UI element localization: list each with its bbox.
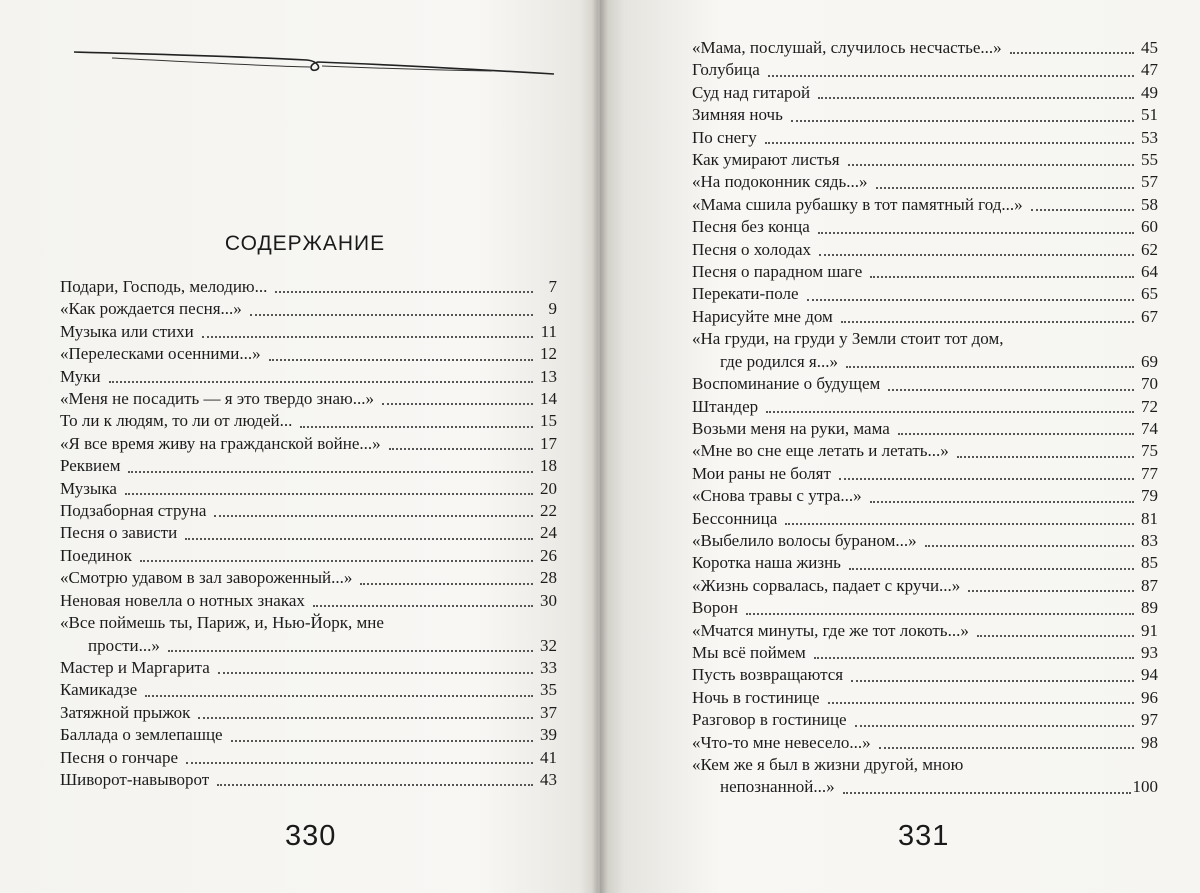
toc-entry (692, 709, 1158, 731)
toc-entry (60, 500, 557, 522)
toc-entry (60, 545, 557, 567)
toc-entry-title: Реквием (60, 456, 121, 476)
toc-entry-page: 51 (1141, 105, 1158, 125)
toc-entry-title: Музыка или стихи (60, 321, 194, 341)
toc-entry (60, 657, 557, 679)
dot-leader (888, 389, 1134, 391)
toc-entry-title: Перекати-поле (692, 284, 799, 304)
toc-entry-page: 77 (1141, 463, 1158, 483)
dot-leader (1010, 52, 1134, 54)
toc-entry-title: «Мама сшила рубашку в тот памятный год...» (692, 194, 1023, 214)
toc-entry (692, 530, 1158, 552)
dot-leader (879, 747, 1134, 749)
toc-entry-title: Музыка (60, 478, 117, 498)
toc-entry-title: Песня без конца (692, 217, 810, 237)
toc-entry-page: 17 (540, 433, 557, 453)
toc-entry-title: Песня о парадном шаге (692, 262, 863, 282)
dot-leader (765, 142, 1134, 144)
dot-leader (198, 717, 533, 719)
toc-entry-page: 30 (540, 590, 557, 610)
dot-leader (185, 538, 533, 540)
toc-entry-title: По снегу (692, 127, 757, 147)
toc-entry (60, 567, 557, 589)
toc-entry-page: 22 (540, 501, 557, 521)
dot-leader (814, 657, 1134, 659)
page-number-right: 331 (898, 820, 950, 852)
toc-entry-title: «Жизнь сорвалась, падает с кручи...» (692, 575, 961, 595)
dot-leader (870, 501, 1134, 503)
toc-entry-page: 43 (540, 769, 557, 789)
dot-leader (140, 560, 533, 562)
toc-entry-page: 20 (540, 478, 557, 498)
toc-entry (692, 575, 1158, 597)
toc-entry-title: Бессонница (692, 508, 778, 528)
toc-entry (692, 306, 1158, 328)
toc-entry (60, 590, 557, 612)
toc-entry-title: «Выбелило волосы бураном...» (692, 530, 917, 550)
dot-leader (841, 321, 1134, 323)
toc-entry-page: 98 (1141, 732, 1158, 752)
toc-entry (692, 373, 1158, 395)
toc-entry-title: Возьми меня на руки, мама (692, 418, 890, 438)
toc-entry (692, 82, 1158, 104)
toc-entry-title: «Снова травы с утра...» (692, 486, 862, 506)
toc-entry-title: Мы всё поймем (692, 642, 806, 662)
toc-list-right (692, 37, 1158, 799)
toc-list-left (60, 276, 557, 791)
toc-entry-page: 60 (1141, 217, 1158, 237)
toc-entry-title-continued: где родился я...» (720, 351, 838, 371)
toc-entry-title: Ворон (692, 598, 738, 618)
toc-entry (692, 328, 1158, 373)
toc-entry-page: 87 (1141, 575, 1158, 595)
toc-entry-title: Пусть возвращаются (692, 665, 844, 685)
toc-entry-page: 45 (1141, 38, 1158, 57)
dot-leader (168, 650, 533, 652)
toc-entry-title: Мастер и Маргарита (60, 657, 210, 677)
toc-entry (692, 216, 1158, 238)
toc-entry-page: 37 (540, 702, 557, 722)
dot-leader (870, 276, 1134, 278)
toc-entry-title: «Перелесками осенними...» (60, 344, 261, 364)
dot-leader (977, 635, 1134, 637)
toc-entry-title: Баллада о землепашце (60, 725, 223, 745)
toc-entry-title: Нарисуйте мне дом (692, 306, 833, 326)
dot-leader (819, 254, 1134, 256)
toc-entry-page: 53 (1141, 127, 1158, 147)
toc-entry-title: Голубица (692, 60, 760, 80)
toc-entry-page: 69 (1141, 351, 1158, 371)
page-number-left: 330 (285, 820, 337, 852)
toc-entry-title-continued: прости...» (88, 635, 160, 655)
toc-entry (692, 552, 1158, 574)
toc-entry-page: 11 (540, 321, 557, 341)
dot-leader (186, 762, 533, 764)
toc-entry (60, 321, 557, 343)
dot-leader (766, 411, 1134, 413)
toc-entry (692, 687, 1158, 709)
toc-entry (692, 508, 1158, 530)
toc-entry-page: 28 (540, 568, 557, 588)
toc-entry-title: Штандер (692, 396, 759, 416)
toc-entry (692, 597, 1158, 619)
toc-entry-title: Поединок (60, 545, 132, 565)
toc-entry (692, 104, 1158, 126)
dot-leader (898, 433, 1134, 435)
dot-leader (269, 359, 533, 361)
toc-entry (60, 724, 557, 746)
toc-entry (60, 679, 557, 701)
toc-entry (60, 612, 557, 657)
dot-leader (360, 583, 533, 585)
toc-entry-page: 100 (1132, 777, 1158, 797)
toc-entry (692, 283, 1158, 305)
toc-entry-title: «Мне во сне еще летать и летать...» (692, 441, 949, 461)
dot-leader (807, 299, 1134, 301)
dot-leader (218, 672, 533, 674)
dot-leader (828, 702, 1134, 704)
dot-leader (876, 187, 1134, 189)
toc-entry-page: 85 (1141, 553, 1158, 573)
dot-leader (848, 164, 1134, 166)
toc-entry (60, 702, 557, 724)
toc-entry-page: 72 (1141, 396, 1158, 416)
toc-entry-title: «Я все время живу на гражданской войне...» (60, 433, 381, 453)
toc-entry-page: 96 (1141, 687, 1158, 707)
toc-entry-page: 62 (1141, 239, 1158, 259)
dot-leader (849, 568, 1134, 570)
toc-entry (60, 433, 557, 455)
toc-entry-title: Подзаборная струна (60, 501, 207, 521)
toc-entry-title: Песня о гончаре (60, 747, 178, 767)
toc-entry-page: 39 (540, 725, 557, 745)
toc-entry-title: «На подоконник сядь...» (692, 172, 868, 192)
toc-entry-title: «Как рождается песня...» (60, 299, 242, 319)
dot-leader (1031, 209, 1134, 211)
toc-entry-page: 18 (540, 456, 557, 476)
toc-entry (60, 769, 557, 791)
toc-entry (60, 747, 557, 769)
toc-entry-title: Шиворот-навыворот (60, 769, 210, 789)
dot-leader (125, 493, 533, 495)
dot-leader (925, 545, 1134, 547)
toc-entry-page: 15 (540, 411, 557, 431)
toc-entry (60, 366, 557, 388)
toc-entry (692, 642, 1158, 664)
dot-leader (389, 448, 533, 450)
toc-entry-title: Как умирают листья (692, 150, 840, 170)
toc-entry-title: Камикадзе (60, 680, 138, 700)
toc-entry-page: 9 (548, 299, 557, 319)
toc-entry (692, 664, 1158, 686)
toc-entry (60, 298, 557, 320)
dot-leader (300, 426, 533, 428)
toc-entry (60, 388, 557, 410)
toc-entry-title: «Меня не посадить — я это твердо знаю...» (60, 389, 374, 409)
toc-entry (692, 732, 1158, 754)
toc-entry-page: 24 (540, 523, 557, 543)
toc-entry-title: Разговор в гостинице (692, 710, 847, 730)
toc-entry-title: Зимняя ночь (692, 105, 783, 125)
toc-entry-title: Мои раны не болят (692, 463, 831, 483)
dot-leader (217, 784, 533, 786)
toc-entry-page: 57 (1141, 172, 1158, 192)
toc-heading: СОДЕРЖАНИЕ (224, 232, 386, 255)
toc-entry-page: 65 (1141, 284, 1158, 304)
toc-entry-page: 74 (1141, 418, 1158, 438)
dot-leader (791, 120, 1134, 122)
toc-entry (692, 620, 1158, 642)
toc-entry-title: Неновая новелла о нотных знаках (60, 590, 305, 610)
toc-entry (692, 440, 1158, 462)
toc-entry (692, 396, 1158, 418)
toc-entry-title: Подари, Господь, мелодию... (60, 277, 268, 296)
toc-entry-page: 70 (1141, 374, 1158, 394)
toc-entry (692, 149, 1158, 171)
toc-entry-page: 79 (1141, 486, 1158, 506)
dot-leader (231, 740, 533, 742)
dot-leader (818, 232, 1134, 234)
dot-leader (202, 336, 533, 338)
toc-entry (60, 522, 557, 544)
dot-leader (313, 605, 533, 607)
book-gutter (592, 0, 608, 893)
toc-entry-title: «На груди, на груди у Земли стоит тот дом, (692, 329, 1004, 349)
toc-entry-page: 55 (1141, 150, 1158, 170)
toc-entry-page: 67 (1141, 306, 1158, 326)
dot-leader (785, 523, 1134, 525)
dot-leader (968, 590, 1134, 592)
toc-entry-title-continued: непознанной...» (720, 777, 835, 797)
toc-entry-title: «Кем же я был в жизни другой, мною (692, 755, 964, 774)
toc-entry-page: 58 (1141, 194, 1158, 214)
dot-leader (214, 515, 533, 517)
toc-entry (692, 194, 1158, 216)
toc-entry (692, 261, 1158, 283)
toc-entry-page: 32 (540, 635, 557, 655)
toc-entry-page: 47 (1141, 60, 1158, 80)
toc-entry (692, 485, 1158, 507)
dot-leader (957, 456, 1134, 458)
dot-leader (839, 478, 1134, 480)
toc-entry-page: 13 (540, 366, 557, 386)
toc-entry (60, 410, 557, 432)
toc-entry-page: 49 (1141, 82, 1158, 102)
toc-entry (692, 37, 1158, 59)
toc-entry-title: Песня о холодах (692, 239, 812, 259)
toc-entry-page: 64 (1141, 262, 1158, 282)
toc-entry-page: 35 (540, 680, 557, 700)
dot-leader (746, 613, 1134, 615)
dot-leader (846, 366, 1134, 368)
toc-entry-title: «Все поймешь ты, Париж, и, Нью-Йорк, мне (60, 613, 384, 633)
dot-leader (768, 75, 1134, 77)
dot-leader (145, 695, 533, 697)
toc-entry-title: Коротка наша жизнь (692, 553, 841, 573)
toc-entry-page: 26 (540, 545, 557, 565)
toc-entry-title: «Смотрю удавом в зал завороженный...» (60, 568, 353, 588)
dot-leader (843, 792, 1131, 794)
toc-entry (692, 463, 1158, 485)
toc-entry (692, 59, 1158, 81)
toc-entry-title: Ночь в гостинице (692, 687, 820, 707)
toc-entry-page: 81 (1141, 508, 1158, 528)
dot-leader (818, 97, 1134, 99)
dot-leader (382, 403, 533, 405)
toc-entry (692, 418, 1158, 440)
toc-entry-title: То ли к людям, то ли от людей... (60, 411, 293, 431)
toc-entry (692, 239, 1158, 261)
toc-entry (60, 455, 557, 477)
toc-entry-title: Муки (60, 366, 101, 386)
toc-entry-title: Суд над гитарой (692, 82, 811, 102)
toc-entry-page: 97 (1141, 710, 1158, 730)
toc-entry-page: 93 (1141, 642, 1158, 662)
ornament-divider (72, 40, 556, 84)
toc-entry (60, 276, 557, 298)
dot-leader (275, 291, 533, 293)
toc-entry-page: 91 (1141, 620, 1158, 640)
toc-entry (60, 478, 557, 500)
toc-entry-title: «Что-то мне невесело...» (692, 732, 871, 752)
toc-entry-page: 75 (1141, 441, 1158, 461)
dot-leader (851, 680, 1134, 682)
toc-entry (692, 171, 1158, 193)
toc-entry-title: Затяжной прыжок (60, 702, 191, 722)
dot-leader (128, 471, 533, 473)
toc-entry (60, 343, 557, 365)
toc-entry-title: Песня о зависти (60, 523, 178, 543)
toc-entry-page: 14 (540, 389, 557, 409)
toc-entry-page: 33 (540, 657, 557, 677)
toc-entry-title: «Мама, послушай, случилось несчастье...» (692, 38, 1002, 57)
toc-entry-title: Воспоминание о будущем (692, 374, 881, 394)
dot-leader (109, 381, 533, 383)
toc-entry-page: 89 (1141, 598, 1158, 618)
toc-entry (692, 754, 1158, 799)
toc-entry (692, 127, 1158, 149)
toc-entry-page: 12 (540, 344, 557, 364)
dot-leader (855, 725, 1134, 727)
toc-entry-page: 7 (548, 277, 557, 296)
toc-entry-page: 41 (540, 747, 557, 767)
dot-leader (250, 314, 533, 316)
toc-entry-title: «Мчатся минуты, где же тот локоть...» (692, 620, 969, 640)
toc-entry-page: 83 (1141, 530, 1158, 550)
toc-entry-page: 94 (1141, 665, 1158, 685)
